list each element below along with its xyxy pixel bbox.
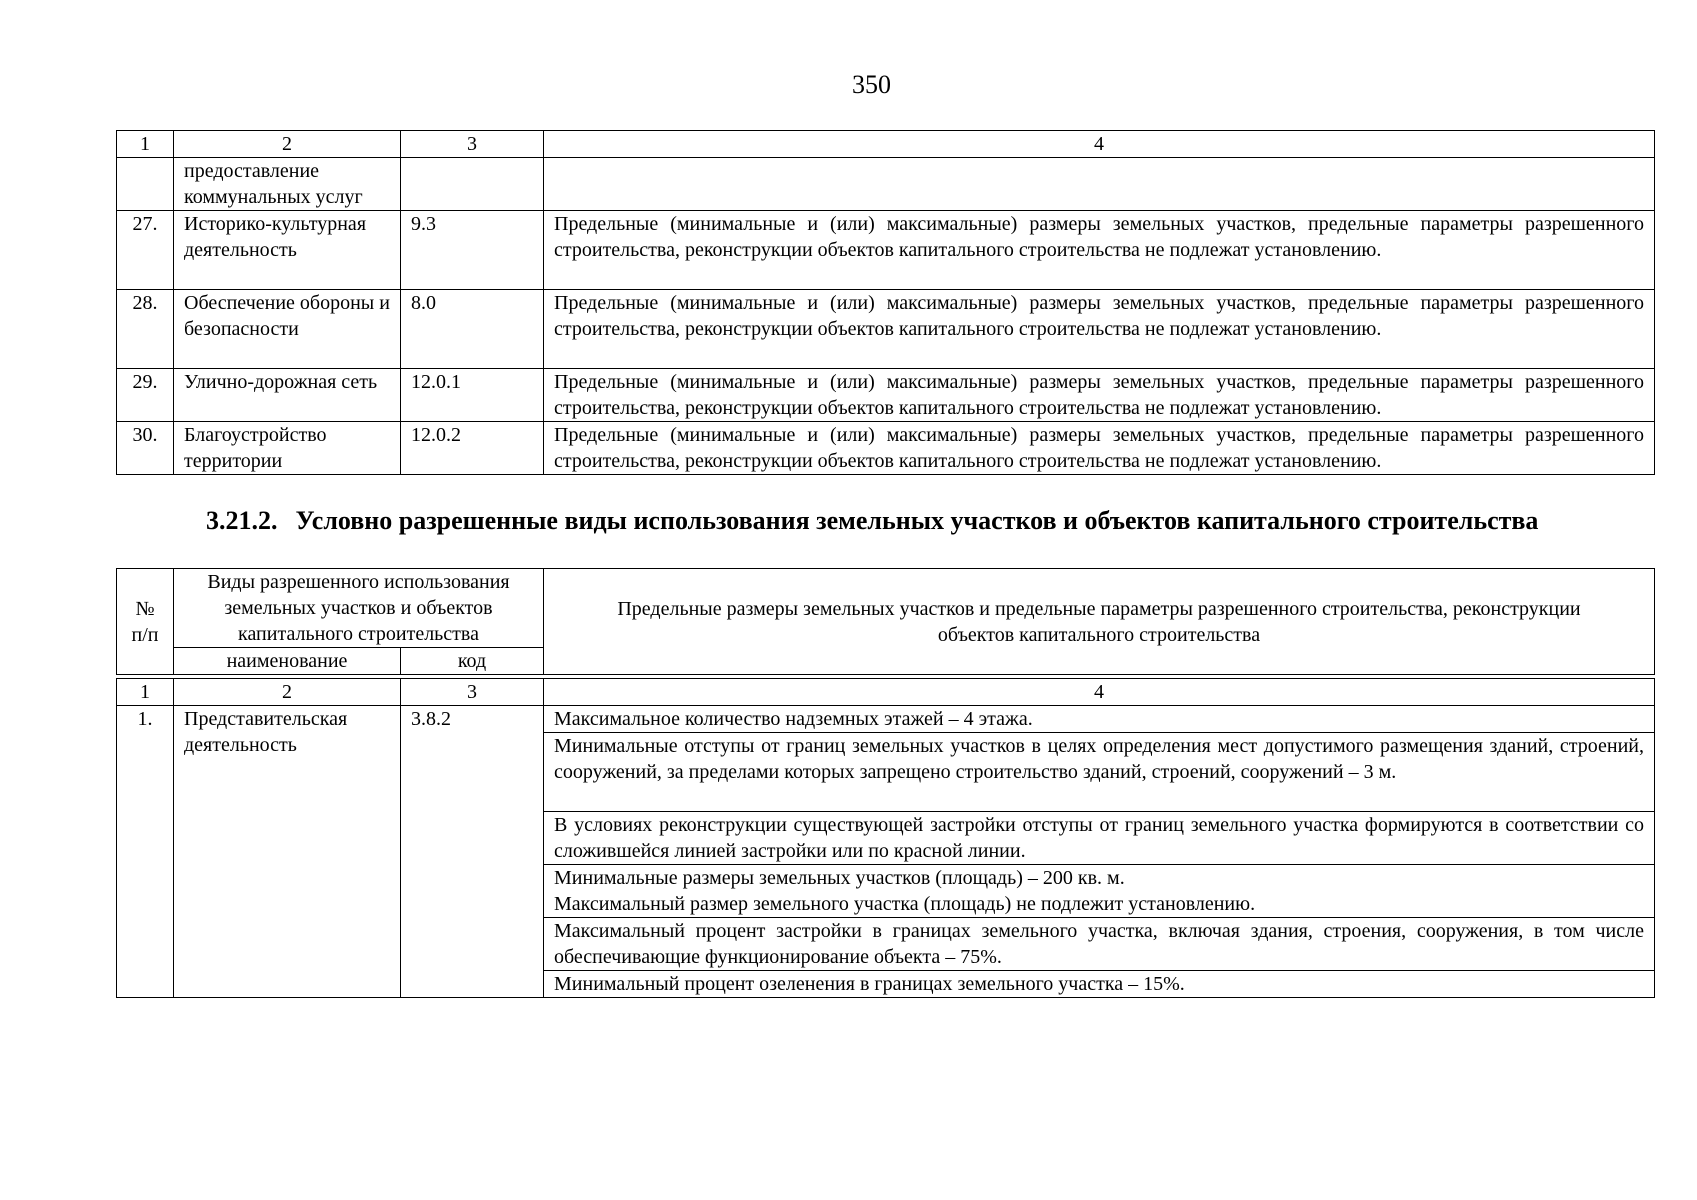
section-title: Условно разрешенные виды использования земельных участков и объектов капитального строительства [295, 506, 1539, 535]
row-number: 27. [117, 211, 174, 290]
use-code: 12.0.1 [401, 369, 544, 422]
header-limits: Предельные размеры земельных участков и предельные параметры разрешенного строительства, реконструкции объектов капитального строительства [544, 569, 1655, 675]
header-use-types: Виды разрешенного использования земельных участков и объектов капитального строительства [174, 569, 544, 648]
use-name: Историко-культурная деятельность [174, 211, 401, 290]
row-number: 28. [117, 290, 174, 369]
land-use-table [116, 678, 1655, 998]
parameter-cell: Минимальный процент озеленения в границах земельного участка – 15%. [544, 971, 1655, 998]
page-number: 350 [852, 70, 891, 99]
use-name: предоставление коммунальных услуг [174, 158, 401, 211]
header-number: № п/п [117, 569, 174, 675]
section-heading [206, 505, 1655, 537]
column-number: 1 [117, 679, 174, 706]
use-name: Обеспечение обороны и безопасности [174, 290, 401, 369]
column-number: 4 [544, 131, 1655, 158]
use-code: 12.0.2 [401, 422, 544, 475]
parameters-text [544, 158, 1655, 211]
row-number: 1. [117, 706, 174, 998]
parameter-line: Максимальный размер земельного участка (площадь) не подлежит установлению. [554, 893, 1256, 915]
column-number: 2 [174, 131, 401, 158]
table-row [117, 369, 1655, 422]
parameter-cell: В условиях реконструкции существующей застройки отступы от границ земельного участка формируются в соответствии со сложившейся линией застройки или по красной линии. [544, 812, 1655, 865]
column-number-row [117, 131, 1655, 158]
table-row [117, 211, 1655, 290]
use-name: Представительская деятельность [174, 706, 401, 998]
parameter-cell: Минимальные отступы от границ земельных участков в целях определения мест допустимого размещения зданий, строений, сооружений, за пределами которых запрещено строительство зданий, строений, сооружений – 3 м. [544, 733, 1655, 812]
parameter-cell [544, 865, 1655, 918]
parameters-text: Предельные (минимальные и (или) максимальные) размеры земельных участков, предельные параметры разрешенного строительства, реконструкции объектов капитального строительства не подлежат установлению. [544, 369, 1655, 422]
section-number: 3.21.2. [206, 506, 278, 535]
use-name: Благоустройство территории [174, 422, 401, 475]
use-code: 3.8.2 [401, 706, 544, 998]
header-code: код [401, 648, 544, 675]
column-number: 2 [174, 679, 401, 706]
table-row [117, 422, 1655, 475]
land-use-table-continuation [116, 130, 1655, 475]
parameter-cell: Максимальный процент застройки в границах земельного участка, включая здания, строения, сооружения, в том числе обеспечивающие функционирование объекта – 75%. [544, 918, 1655, 971]
table-row [117, 706, 1655, 733]
parameters-text: Предельные (минимальные и (или) максимальные) размеры земельных участков, предельные параметры разрешенного строительства, реконструкции объектов капитального строительства не подлежат установлению. [544, 422, 1655, 475]
parameters-text: Предельные (минимальные и (или) максимальные) размеры земельных участков, предельные параметры разрешенного строительства, реконструкции объектов капитального строительства не подлежат установлению. [544, 290, 1655, 369]
column-number-row [117, 679, 1655, 706]
row-number: 30. [117, 422, 174, 475]
parameter-cell: Максимальное количество надземных этажей – 4 этажа. [544, 706, 1655, 733]
parameters-text: Предельные (минимальные и (или) максимальные) размеры земельных участков, предельные параметры разрешенного строительства, реконструкции объектов капитального строительства не подлежат установлению. [544, 211, 1655, 290]
column-number: 1 [117, 131, 174, 158]
row-number: 29. [117, 369, 174, 422]
column-number: 4 [544, 679, 1655, 706]
table-row [117, 158, 1655, 211]
column-number: 3 [401, 679, 544, 706]
parameter-line: Минимальные размеры земельных участков (площадь) – 200 кв. м. [554, 867, 1125, 889]
land-use-table-header [116, 568, 1655, 675]
use-code: 9.3 [401, 211, 544, 290]
use-name: Улично-дорожная сеть [174, 369, 401, 422]
use-code: 8.0 [401, 290, 544, 369]
header-name: наименование [174, 648, 401, 675]
column-number: 3 [401, 131, 544, 158]
table-row [117, 290, 1655, 369]
